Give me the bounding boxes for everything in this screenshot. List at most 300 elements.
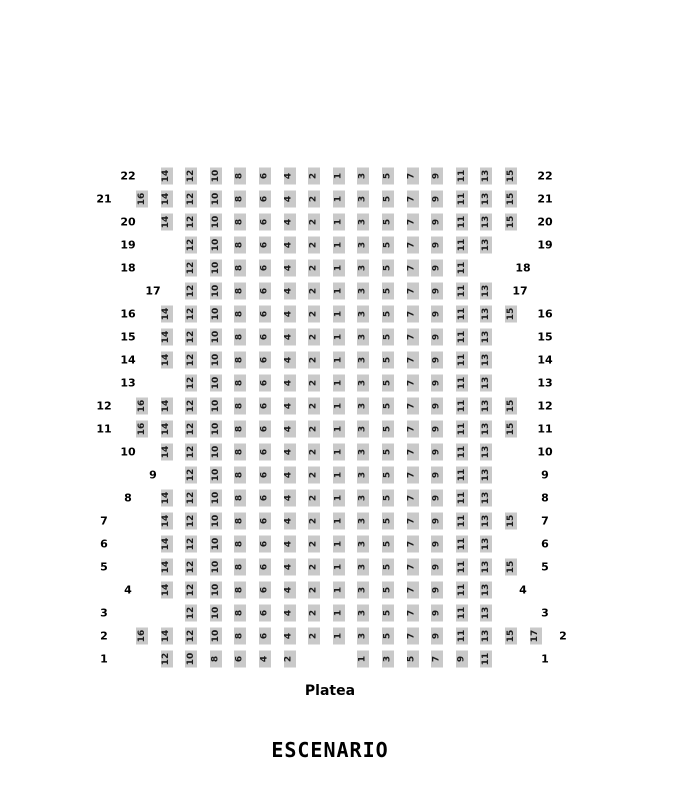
seat-row10-n13[interactable] bbox=[480, 444, 492, 461]
seat-row18-n4[interactable] bbox=[284, 260, 296, 277]
seat-row16-n2[interactable] bbox=[308, 306, 320, 323]
seat-row9-n2[interactable] bbox=[308, 467, 320, 484]
seat-row19-n13[interactable] bbox=[480, 237, 492, 254]
seat-row3-n13[interactable] bbox=[480, 605, 492, 622]
seat-row21-n5[interactable] bbox=[382, 191, 394, 208]
seat-row7-n1[interactable] bbox=[333, 513, 345, 530]
seat-row2-n16[interactable] bbox=[136, 628, 148, 645]
seat-row15-n8[interactable] bbox=[234, 329, 246, 346]
seat-row7-n5[interactable] bbox=[382, 513, 394, 530]
seat-row16-n3[interactable] bbox=[357, 306, 369, 323]
seat-row16-n14[interactable] bbox=[161, 306, 173, 323]
seat-row20-n8[interactable] bbox=[234, 214, 246, 231]
seat-row5-n1[interactable] bbox=[333, 559, 345, 576]
seat-row8-n4[interactable] bbox=[284, 490, 296, 507]
seat-row5-n6[interactable] bbox=[259, 559, 271, 576]
seat-row3-n6[interactable] bbox=[259, 605, 271, 622]
seat-row2-n4[interactable] bbox=[284, 628, 296, 645]
seat-row22-n14[interactable] bbox=[161, 168, 173, 185]
seat-row5-n7[interactable] bbox=[407, 559, 419, 576]
seat-row2-n3[interactable] bbox=[357, 628, 369, 645]
seat-row6-n2[interactable] bbox=[308, 536, 320, 553]
seat-row8-n14[interactable] bbox=[161, 490, 173, 507]
seat-row5-n3[interactable] bbox=[357, 559, 369, 576]
seat-row5-n11[interactable] bbox=[456, 559, 468, 576]
seat-row15-n13[interactable] bbox=[480, 329, 492, 346]
seat-row4-n11[interactable] bbox=[456, 582, 468, 599]
seat-row21-n2[interactable] bbox=[308, 191, 320, 208]
seat-row1-n6[interactable] bbox=[234, 651, 246, 668]
seat-row12-n4[interactable] bbox=[284, 398, 296, 415]
seat-row9-n8[interactable] bbox=[234, 467, 246, 484]
seat-row7-n4[interactable] bbox=[284, 513, 296, 530]
seat-row1-n7[interactable] bbox=[431, 651, 443, 668]
seat-row13-n13[interactable] bbox=[480, 375, 492, 392]
seat-row2-n15[interactable] bbox=[505, 628, 517, 645]
seat-row6-n4[interactable] bbox=[284, 536, 296, 553]
seat-row2-n17[interactable] bbox=[530, 628, 542, 645]
seat-row6-n1[interactable] bbox=[333, 536, 345, 553]
seat-row11-n7[interactable] bbox=[407, 421, 419, 438]
seat-row3-n2[interactable] bbox=[308, 605, 320, 622]
seat-row20-n7[interactable] bbox=[407, 214, 419, 231]
seat-row16-n10[interactable] bbox=[210, 306, 222, 323]
seat-row15-n12[interactable] bbox=[185, 329, 197, 346]
seat-row22-n9[interactable] bbox=[431, 168, 443, 185]
seat-row8-n1[interactable] bbox=[333, 490, 345, 507]
seat-row21-n9[interactable] bbox=[431, 191, 443, 208]
seat-row11-n12[interactable] bbox=[185, 421, 197, 438]
seat-row6-n6[interactable] bbox=[259, 536, 271, 553]
seat-row2-n1[interactable] bbox=[333, 628, 345, 645]
seat-row12-n3[interactable] bbox=[357, 398, 369, 415]
seat-row13-n11[interactable] bbox=[456, 375, 468, 392]
seat-row19-n12[interactable] bbox=[185, 237, 197, 254]
seat-row4-n14[interactable] bbox=[161, 582, 173, 599]
seat-row12-n9[interactable] bbox=[431, 398, 443, 415]
seat-row14-n2[interactable] bbox=[308, 352, 320, 369]
seat-row19-n4[interactable] bbox=[284, 237, 296, 254]
seat-row21-n12[interactable] bbox=[185, 191, 197, 208]
seat-row6-n9[interactable] bbox=[431, 536, 443, 553]
seat-row21-n1[interactable] bbox=[333, 191, 345, 208]
seat-row22-n6[interactable] bbox=[259, 168, 271, 185]
seat-row22-n4[interactable] bbox=[284, 168, 296, 185]
seat-row8-n2[interactable] bbox=[308, 490, 320, 507]
seat-row9-n11[interactable] bbox=[456, 467, 468, 484]
seat-row10-n7[interactable] bbox=[407, 444, 419, 461]
seat-row13-n2[interactable] bbox=[308, 375, 320, 392]
seat-row17-n7[interactable] bbox=[407, 283, 419, 300]
seat-row6-n3[interactable] bbox=[357, 536, 369, 553]
seat-row5-n2[interactable] bbox=[308, 559, 320, 576]
seat-row1-n2[interactable] bbox=[284, 651, 296, 668]
seat-row7-n15[interactable] bbox=[505, 513, 517, 530]
seat-row3-n9[interactable] bbox=[431, 605, 443, 622]
seat-row8-n6[interactable] bbox=[259, 490, 271, 507]
seat-row6-n12[interactable] bbox=[185, 536, 197, 553]
seat-row4-n3[interactable] bbox=[357, 582, 369, 599]
seat-row10-n14[interactable] bbox=[161, 444, 173, 461]
seat-row11-n6[interactable] bbox=[259, 421, 271, 438]
seat-row5-n4[interactable] bbox=[284, 559, 296, 576]
seat-row17-n13[interactable] bbox=[480, 283, 492, 300]
seat-row18-n11[interactable] bbox=[456, 260, 468, 277]
seat-row11-n5[interactable] bbox=[382, 421, 394, 438]
seat-row2-n11[interactable] bbox=[456, 628, 468, 645]
seat-row9-n5[interactable] bbox=[382, 467, 394, 484]
seat-row15-n11[interactable] bbox=[456, 329, 468, 346]
seat-row3-n7[interactable] bbox=[407, 605, 419, 622]
seat-row10-n8[interactable] bbox=[234, 444, 246, 461]
seat-row3-n4[interactable] bbox=[284, 605, 296, 622]
seat-row16-n4[interactable] bbox=[284, 306, 296, 323]
seat-row12-n1[interactable] bbox=[333, 398, 345, 415]
seat-row7-n2[interactable] bbox=[308, 513, 320, 530]
seat-row14-n8[interactable] bbox=[234, 352, 246, 369]
seat-row22-n1[interactable] bbox=[333, 168, 345, 185]
seat-row17-n10[interactable] bbox=[210, 283, 222, 300]
seat-row4-n9[interactable] bbox=[431, 582, 443, 599]
seat-row5-n13[interactable] bbox=[480, 559, 492, 576]
seat-row13-n12[interactable] bbox=[185, 375, 197, 392]
seat-row21-n14[interactable] bbox=[161, 191, 173, 208]
seat-row22-n13[interactable] bbox=[480, 168, 492, 185]
seat-row20-n3[interactable] bbox=[357, 214, 369, 231]
seat-row18-n12[interactable] bbox=[185, 260, 197, 277]
seat-row10-n6[interactable] bbox=[259, 444, 271, 461]
seat-row18-n8[interactable] bbox=[234, 260, 246, 277]
seat-row16-n12[interactable] bbox=[185, 306, 197, 323]
seat-row14-n9[interactable] bbox=[431, 352, 443, 369]
seat-row8-n8[interactable] bbox=[234, 490, 246, 507]
seat-row12-n2[interactable] bbox=[308, 398, 320, 415]
seat-row8-n13[interactable] bbox=[480, 490, 492, 507]
seat-row1-n3[interactable] bbox=[382, 651, 394, 668]
seat-row5-n12[interactable] bbox=[185, 559, 197, 576]
seat-row18-n1[interactable] bbox=[333, 260, 345, 277]
seat-row4-n7[interactable] bbox=[407, 582, 419, 599]
seat-row4-n1[interactable] bbox=[333, 582, 345, 599]
seat-row21-n6[interactable] bbox=[259, 191, 271, 208]
seat-row19-n11[interactable] bbox=[456, 237, 468, 254]
seat-row6-n10[interactable] bbox=[210, 536, 222, 553]
seat-row8-n11[interactable] bbox=[456, 490, 468, 507]
seat-row11-n3[interactable] bbox=[357, 421, 369, 438]
seat-row11-n16[interactable] bbox=[136, 421, 148, 438]
seat-row22-n11[interactable] bbox=[456, 168, 468, 185]
seat-row17-n12[interactable] bbox=[185, 283, 197, 300]
seat-row1-n8[interactable] bbox=[210, 651, 222, 668]
seat-row1-n11[interactable] bbox=[480, 651, 492, 668]
seat-row1-n5[interactable] bbox=[407, 651, 419, 668]
seat-row18-n5[interactable] bbox=[382, 260, 394, 277]
seat-row4-n4[interactable] bbox=[284, 582, 296, 599]
seat-row18-n7[interactable] bbox=[407, 260, 419, 277]
seat-row22-n15[interactable] bbox=[505, 168, 517, 185]
seat-row7-n9[interactable] bbox=[431, 513, 443, 530]
seat-row12-n6[interactable] bbox=[259, 398, 271, 415]
seat-row11-n8[interactable] bbox=[234, 421, 246, 438]
seat-row15-n3[interactable] bbox=[357, 329, 369, 346]
seat-row2-n6[interactable] bbox=[259, 628, 271, 645]
seat-row9-n13[interactable] bbox=[480, 467, 492, 484]
seat-row20-n13[interactable] bbox=[480, 214, 492, 231]
seat-row11-n4[interactable] bbox=[284, 421, 296, 438]
seat-row20-n12[interactable] bbox=[185, 214, 197, 231]
seat-row2-n5[interactable] bbox=[382, 628, 394, 645]
seat-row10-n9[interactable] bbox=[431, 444, 443, 461]
seat-row11-n10[interactable] bbox=[210, 421, 222, 438]
seat-row12-n5[interactable] bbox=[382, 398, 394, 415]
seat-row4-n12[interactable] bbox=[185, 582, 197, 599]
seat-row6-n13[interactable] bbox=[480, 536, 492, 553]
seat-row10-n3[interactable] bbox=[357, 444, 369, 461]
seat-row8-n12[interactable] bbox=[185, 490, 197, 507]
seat-row14-n13[interactable] bbox=[480, 352, 492, 369]
seat-row11-n11[interactable] bbox=[456, 421, 468, 438]
seat-row7-n3[interactable] bbox=[357, 513, 369, 530]
seat-row5-n5[interactable] bbox=[382, 559, 394, 576]
seat-row4-n13[interactable] bbox=[480, 582, 492, 599]
seat-row2-n2[interactable] bbox=[308, 628, 320, 645]
seat-row12-n11[interactable] bbox=[456, 398, 468, 415]
seat-row15-n6[interactable] bbox=[259, 329, 271, 346]
seat-row14-n3[interactable] bbox=[357, 352, 369, 369]
seat-row22-n5[interactable] bbox=[382, 168, 394, 185]
seat-row13-n7[interactable] bbox=[407, 375, 419, 392]
seat-row17-n11[interactable] bbox=[456, 283, 468, 300]
seat-row8-n7[interactable] bbox=[407, 490, 419, 507]
seat-row9-n6[interactable] bbox=[259, 467, 271, 484]
seat-row4-n8[interactable] bbox=[234, 582, 246, 599]
seat-row3-n10[interactable] bbox=[210, 605, 222, 622]
seat-row12-n8[interactable] bbox=[234, 398, 246, 415]
seat-row17-n8[interactable] bbox=[234, 283, 246, 300]
seat-row15-n1[interactable] bbox=[333, 329, 345, 346]
seat-row22-n7[interactable] bbox=[407, 168, 419, 185]
seat-row5-n9[interactable] bbox=[431, 559, 443, 576]
seat-row19-n6[interactable] bbox=[259, 237, 271, 254]
seat-row6-n5[interactable] bbox=[382, 536, 394, 553]
seat-row9-n4[interactable] bbox=[284, 467, 296, 484]
seat-row10-n2[interactable] bbox=[308, 444, 320, 461]
seat-row9-n9[interactable] bbox=[431, 467, 443, 484]
seat-row13-n5[interactable] bbox=[382, 375, 394, 392]
seat-row9-n12[interactable] bbox=[185, 467, 197, 484]
seat-row13-n9[interactable] bbox=[431, 375, 443, 392]
seat-row15-n10[interactable] bbox=[210, 329, 222, 346]
seat-row19-n5[interactable] bbox=[382, 237, 394, 254]
seat-row2-n12[interactable] bbox=[185, 628, 197, 645]
seat-row15-n4[interactable] bbox=[284, 329, 296, 346]
seat-row18-n2[interactable] bbox=[308, 260, 320, 277]
seat-row11-n13[interactable] bbox=[480, 421, 492, 438]
seat-row21-n16[interactable] bbox=[136, 191, 148, 208]
seat-row18-n3[interactable] bbox=[357, 260, 369, 277]
seat-row10-n5[interactable] bbox=[382, 444, 394, 461]
seat-row4-n10[interactable] bbox=[210, 582, 222, 599]
seat-row12-n10[interactable] bbox=[210, 398, 222, 415]
seat-row20-n15[interactable] bbox=[505, 214, 517, 231]
seat-row19-n7[interactable] bbox=[407, 237, 419, 254]
seat-row10-n10[interactable] bbox=[210, 444, 222, 461]
seat-row22-n10[interactable] bbox=[210, 168, 222, 185]
seat-row16-n13[interactable] bbox=[480, 306, 492, 323]
seat-row21-n13[interactable] bbox=[480, 191, 492, 208]
seat-row15-n2[interactable] bbox=[308, 329, 320, 346]
seat-row16-n1[interactable] bbox=[333, 306, 345, 323]
seat-row1-n10[interactable] bbox=[185, 651, 197, 668]
seat-row10-n1[interactable] bbox=[333, 444, 345, 461]
seat-row2-n9[interactable] bbox=[431, 628, 443, 645]
seat-row13-n1[interactable] bbox=[333, 375, 345, 392]
seat-row5-n10[interactable] bbox=[210, 559, 222, 576]
seat-row17-n4[interactable] bbox=[284, 283, 296, 300]
seat-row18-n6[interactable] bbox=[259, 260, 271, 277]
seat-row7-n13[interactable] bbox=[480, 513, 492, 530]
seat-row16-n7[interactable] bbox=[407, 306, 419, 323]
seat-row9-n1[interactable] bbox=[333, 467, 345, 484]
seat-row8-n5[interactable] bbox=[382, 490, 394, 507]
seat-row16-n5[interactable] bbox=[382, 306, 394, 323]
seat-row16-n8[interactable] bbox=[234, 306, 246, 323]
seat-row19-n8[interactable] bbox=[234, 237, 246, 254]
seat-row19-n9[interactable] bbox=[431, 237, 443, 254]
seat-row3-n5[interactable] bbox=[382, 605, 394, 622]
seat-row12-n14[interactable] bbox=[161, 398, 173, 415]
seat-row3-n1[interactable] bbox=[333, 605, 345, 622]
seat-row4-n2[interactable] bbox=[308, 582, 320, 599]
seat-row18-n9[interactable] bbox=[431, 260, 443, 277]
seat-row13-n3[interactable] bbox=[357, 375, 369, 392]
seat-row2-n7[interactable] bbox=[407, 628, 419, 645]
seat-row4-n6[interactable] bbox=[259, 582, 271, 599]
seat-row14-n5[interactable] bbox=[382, 352, 394, 369]
seat-row20-n5[interactable] bbox=[382, 214, 394, 231]
seat-row20-n10[interactable] bbox=[210, 214, 222, 231]
seat-row21-n11[interactable] bbox=[456, 191, 468, 208]
seat-row17-n9[interactable] bbox=[431, 283, 443, 300]
seat-row17-n5[interactable] bbox=[382, 283, 394, 300]
seat-row21-n7[interactable] bbox=[407, 191, 419, 208]
seat-row2-n14[interactable] bbox=[161, 628, 173, 645]
seat-row14-n14[interactable] bbox=[161, 352, 173, 369]
seat-row8-n3[interactable] bbox=[357, 490, 369, 507]
seat-row7-n14[interactable] bbox=[161, 513, 173, 530]
seat-row1-n9[interactable] bbox=[456, 651, 468, 668]
seat-row12-n16[interactable] bbox=[136, 398, 148, 415]
seat-row16-n9[interactable] bbox=[431, 306, 443, 323]
seat-row16-n15[interactable] bbox=[505, 306, 517, 323]
seat-row5-n14[interactable] bbox=[161, 559, 173, 576]
seat-row14-n12[interactable] bbox=[185, 352, 197, 369]
seat-row17-n1[interactable] bbox=[333, 283, 345, 300]
seat-row12-n13[interactable] bbox=[480, 398, 492, 415]
seat-row20-n9[interactable] bbox=[431, 214, 443, 231]
seat-row13-n10[interactable] bbox=[210, 375, 222, 392]
seat-row1-n4[interactable] bbox=[259, 651, 271, 668]
seat-row11-n1[interactable] bbox=[333, 421, 345, 438]
seat-row15-n9[interactable] bbox=[431, 329, 443, 346]
seat-row7-n10[interactable] bbox=[210, 513, 222, 530]
seat-row10-n11[interactable] bbox=[456, 444, 468, 461]
seat-row15-n14[interactable] bbox=[161, 329, 173, 346]
seat-row19-n1[interactable] bbox=[333, 237, 345, 254]
seat-row14-n1[interactable] bbox=[333, 352, 345, 369]
seat-row20-n4[interactable] bbox=[284, 214, 296, 231]
seat-row3-n8[interactable] bbox=[234, 605, 246, 622]
seat-row19-n2[interactable] bbox=[308, 237, 320, 254]
seat-row7-n8[interactable] bbox=[234, 513, 246, 530]
seat-row22-n3[interactable] bbox=[357, 168, 369, 185]
seat-row13-n6[interactable] bbox=[259, 375, 271, 392]
seat-row6-n7[interactable] bbox=[407, 536, 419, 553]
seat-row22-n8[interactable] bbox=[234, 168, 246, 185]
seat-row9-n10[interactable] bbox=[210, 467, 222, 484]
seat-row18-n10[interactable] bbox=[210, 260, 222, 277]
seat-row7-n11[interactable] bbox=[456, 513, 468, 530]
seat-row6-n8[interactable] bbox=[234, 536, 246, 553]
seat-row21-n15[interactable] bbox=[505, 191, 517, 208]
seat-row6-n11[interactable] bbox=[456, 536, 468, 553]
seat-row10-n4[interactable] bbox=[284, 444, 296, 461]
seat-row15-n7[interactable] bbox=[407, 329, 419, 346]
seat-row7-n6[interactable] bbox=[259, 513, 271, 530]
seat-row22-n12[interactable] bbox=[185, 168, 197, 185]
seat-row4-n5[interactable] bbox=[382, 582, 394, 599]
seat-row13-n4[interactable] bbox=[284, 375, 296, 392]
seat-row13-n8[interactable] bbox=[234, 375, 246, 392]
seat-row12-n12[interactable] bbox=[185, 398, 197, 415]
seat-row20-n11[interactable] bbox=[456, 214, 468, 231]
seat-row8-n9[interactable] bbox=[431, 490, 443, 507]
seat-row14-n7[interactable] bbox=[407, 352, 419, 369]
seat-row2-n13[interactable] bbox=[480, 628, 492, 645]
seat-row21-n3[interactable] bbox=[357, 191, 369, 208]
seat-row20-n1[interactable] bbox=[333, 214, 345, 231]
seat-row20-n6[interactable] bbox=[259, 214, 271, 231]
seat-row21-n10[interactable] bbox=[210, 191, 222, 208]
seat-row8-n10[interactable] bbox=[210, 490, 222, 507]
seat-row21-n8[interactable] bbox=[234, 191, 246, 208]
seat-row11-n14[interactable] bbox=[161, 421, 173, 438]
seat-row2-n10[interactable] bbox=[210, 628, 222, 645]
seat-row14-n4[interactable] bbox=[284, 352, 296, 369]
seat-row7-n12[interactable] bbox=[185, 513, 197, 530]
seat-row12-n15[interactable] bbox=[505, 398, 517, 415]
seat-row17-n2[interactable] bbox=[308, 283, 320, 300]
seat-row19-n3[interactable] bbox=[357, 237, 369, 254]
seat-row16-n11[interactable] bbox=[456, 306, 468, 323]
seat-row3-n12[interactable] bbox=[185, 605, 197, 622]
seat-row1-n1[interactable] bbox=[357, 651, 369, 668]
seat-row14-n6[interactable] bbox=[259, 352, 271, 369]
seat-row17-n3[interactable] bbox=[357, 283, 369, 300]
seat-row16-n6[interactable] bbox=[259, 306, 271, 323]
seat-row9-n3[interactable] bbox=[357, 467, 369, 484]
seat-row21-n4[interactable] bbox=[284, 191, 296, 208]
seat-row11-n2[interactable] bbox=[308, 421, 320, 438]
seat-row11-n9[interactable] bbox=[431, 421, 443, 438]
seat-row14-n11[interactable] bbox=[456, 352, 468, 369]
seat-row11-n15[interactable] bbox=[505, 421, 517, 438]
seat-row5-n15[interactable] bbox=[505, 559, 517, 576]
seat-row5-n8[interactable] bbox=[234, 559, 246, 576]
seat-row1-n12[interactable] bbox=[161, 651, 173, 668]
seat-row15-n5[interactable] bbox=[382, 329, 394, 346]
seat-row3-n3[interactable] bbox=[357, 605, 369, 622]
